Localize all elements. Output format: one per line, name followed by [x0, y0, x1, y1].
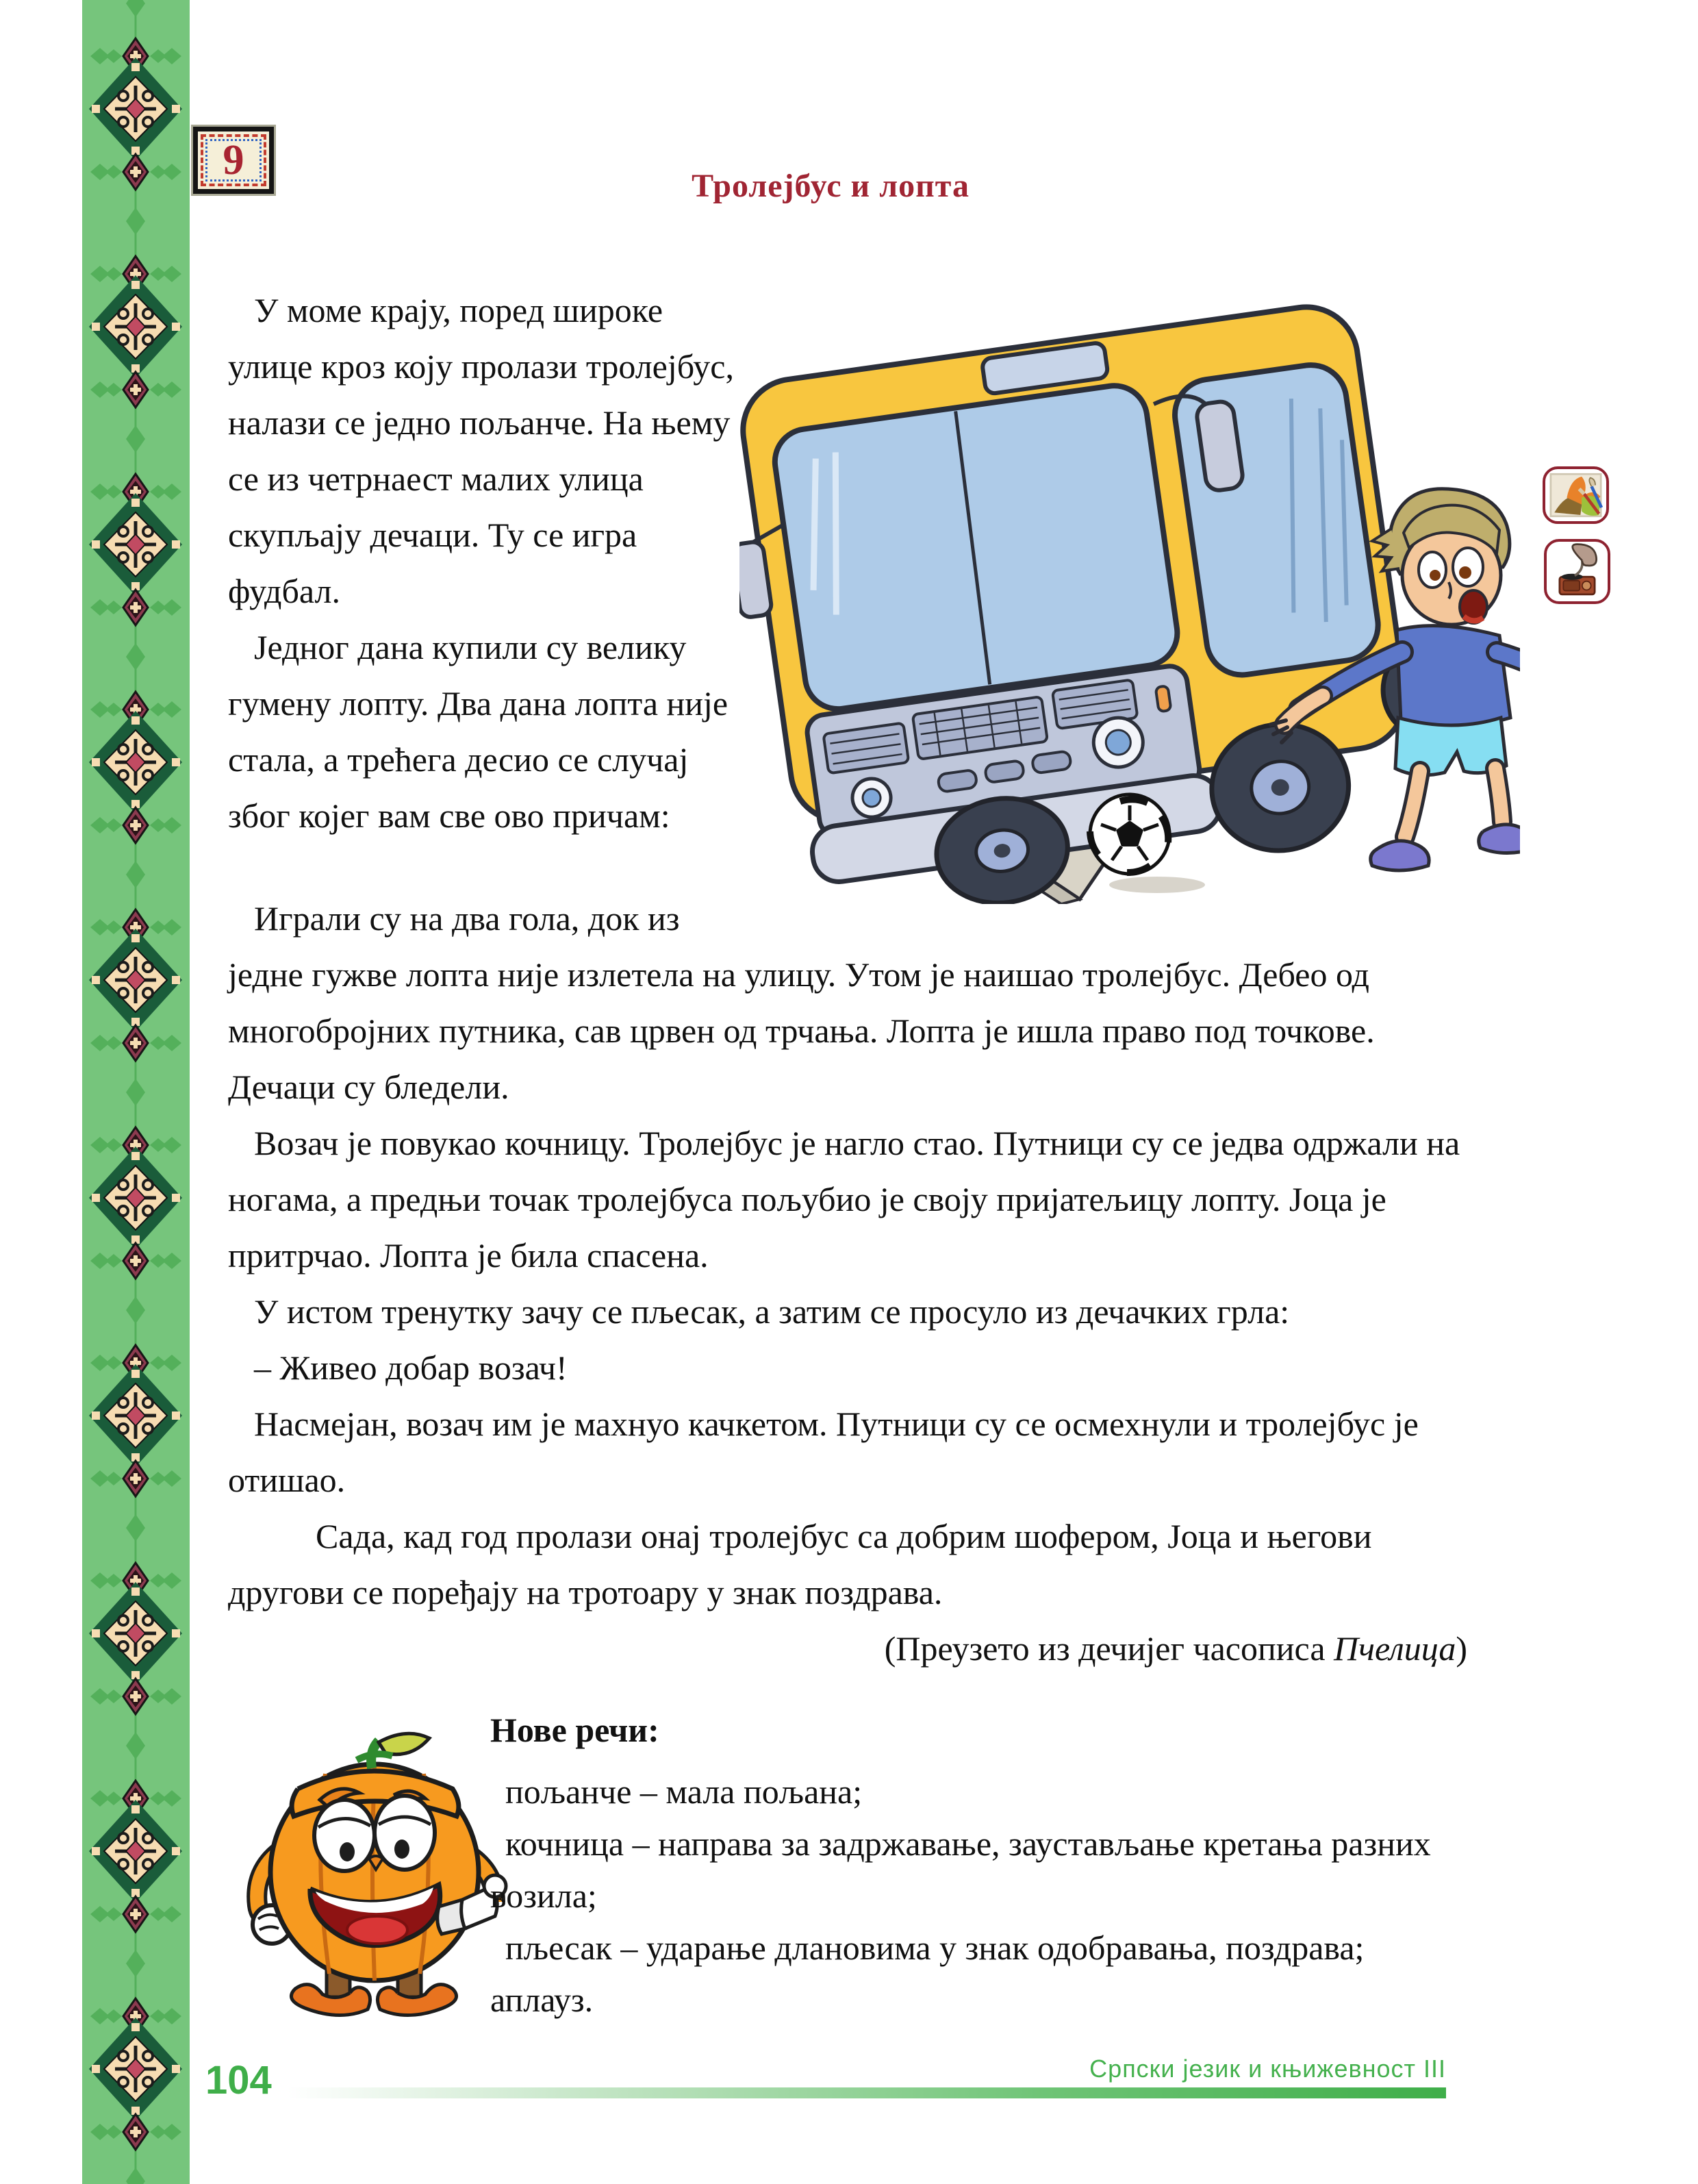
audio-icon[interactable]: [1544, 539, 1610, 604]
story-column-text: [228, 282, 747, 844]
story-paragraph: У моме крају, поред широке улице кроз коју пролази тролејбус, налази се једно пољанче. На њему се из четрнаест малих улица скупљају дечаци. Ту се игра фудбал.: [228, 291, 734, 610]
gallery-icon[interactable]: [1543, 466, 1609, 524]
kilim-border-ornament: [82, 0, 190, 2184]
story-paragraph: Играли су на два гола, док из: [254, 899, 680, 938]
story-full-text: [228, 890, 1467, 1677]
story-attribution: [228, 1620, 1467, 1677]
page-number: 104: [205, 2058, 272, 2103]
attribution-prefix: (Преузето из дечијег часописа: [884, 1629, 1334, 1668]
trolleybus-illustration: [739, 260, 1520, 904]
attribution-source: Пчелица: [1334, 1629, 1456, 1668]
lesson-title: Тролејбус и лопта: [692, 168, 970, 204]
gramophone-icon: [1547, 542, 1608, 601]
new-word-entry: пољанче – мала пољана;: [505, 1772, 863, 1811]
pumpkin-mascot: [223, 1686, 527, 2032]
new-words-heading: Нове речи:: [490, 1711, 659, 1749]
new-word-entry: кочница – направа за задржавање, заустављање кретања разних возила;: [490, 1824, 1431, 1915]
story-paragraph: једне гужве лопта није излетела на улицу. Утом је наишао тролејбус. Дебео од многобројних путника, сав црвен од трчања. Лопта је ишла право под точкове. Дечаци су бледели.: [228, 955, 1375, 1106]
story-paragraph: – Живео добар возач!: [254, 1348, 568, 1387]
story-paragraph: Једног дана купили су велику гумену лопту. Два дана лопта није стала, а трећега десио се случај због којег вам све ово причам:: [228, 628, 728, 835]
story-paragraph: Насмејан, возач им је махнуо качкетом. Путници су се осмехнули и тролејбус је отишао.: [228, 1405, 1419, 1499]
chapter-number: 9: [223, 137, 244, 184]
new-word-entry: пљесак – ударање длановима у знак одобравања, поздрава; аплауз.: [490, 1929, 1365, 2019]
book-title: Српски језик и књижевност III: [1089, 2055, 1446, 2083]
footer-gradient-bar: [288, 2087, 1446, 2098]
story-paragraph: У истом тренутку зачу се пљесак, а затим се просуло из дечачких грла:: [254, 1292, 1290, 1331]
story-paragraph: Возач је повукао кочницу. Тролејбус је нагло стао. Путници су се једва одржали на ногама, а предњи точак тролејбуса пољубио је своју пријатељицу лопту. Јоца је притрчао. Лопта је била спасена.: [228, 1124, 1460, 1275]
story-paragraph: Сада, кад год пролази онај тролејбус са добрим шофером, Јоца и његови другови се поређају на тротоару у знак поздрава.: [228, 1517, 1372, 1611]
painting-icon: [1545, 469, 1606, 521]
new-words-section: [490, 1704, 1468, 2026]
attribution-suffix: ): [1456, 1629, 1467, 1668]
